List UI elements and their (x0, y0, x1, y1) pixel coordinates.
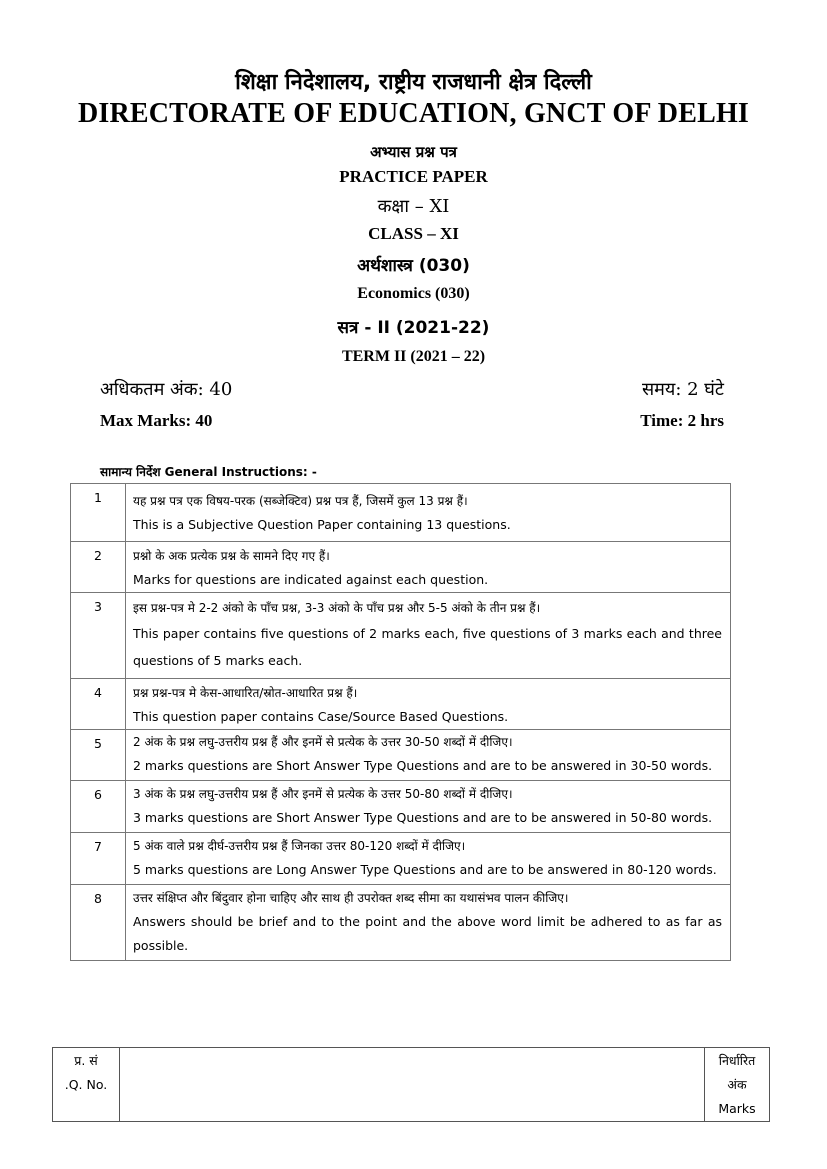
instruction-english: This question paper contains Case/Source Based Questions. (133, 709, 509, 724)
time-english: Time: 2 hrs (640, 411, 724, 430)
marks-hindi-line2: अंक (727, 1077, 747, 1092)
instruction-number: 5 (71, 730, 126, 781)
instruction-number: 4 (71, 679, 126, 730)
instruction-number: 7 (71, 833, 126, 885)
instruction-number: 1 (71, 484, 126, 542)
table-row (71, 484, 731, 542)
marks-header (705, 1048, 770, 1122)
paper-title-hindi: अभ्यास प्रश्न पत्र (370, 143, 457, 161)
instruction-english: 3 marks questions are Short Answer Type Questions and are to be answered in 50-80 words. (133, 810, 713, 825)
question-column (120, 1048, 705, 1122)
instruction-text (126, 833, 731, 885)
instruction-hindi: 2 अंक के प्रश्न लघु-उत्तरीय प्रश्न हैं और इनमें से प्रत्येक के उत्तर 30-50 शब्दों में दीजिए। (133, 735, 513, 749)
max-marks-english: Max Marks: 40 (100, 411, 213, 430)
instruction-english: This is a Subjective Question Paper containing 13 questions. (133, 517, 511, 532)
instruction-english: This paper contains five questions of 2 marks each, five questions of 3 marks each and three questions of 5 marks each. (133, 626, 722, 668)
class-hindi: कक्षा – XI (377, 196, 450, 217)
term-english: TERM II (2021 – 22) (341, 348, 486, 365)
time-hindi: समय: 2 घंटे (641, 379, 724, 400)
instruction-hindi: उत्तर संक्षिप्त और बिंदुवार होना चाहिए और साथ ही उपरोक्त शब्द सीमा का यथासंभव पालन कीजिए। (133, 891, 569, 905)
table-row (71, 885, 731, 961)
instruction-english: 2 marks questions are Short Answer Type Questions and are to be answered in 30-50 words. (133, 758, 713, 773)
instruction-hindi: 5 अंक वाले प्रश्न दीर्घ-उत्तरीय प्रश्न हैं जिनका उत्तर 80-120 शब्दों में दीजिए। (133, 839, 466, 853)
max-marks-hindi: अधिकतम अंक: 40 (100, 379, 233, 400)
instruction-number: 2 (71, 542, 126, 593)
instructions-table (70, 483, 731, 961)
paper-title-english: PRACTICE PAPER (339, 167, 488, 186)
instruction-text (126, 542, 731, 593)
term-hindi: सत्र - II (2021-22) (337, 318, 490, 338)
subject-hindi: अर्थशास्त्र (030) (357, 256, 470, 276)
instruction-hindi: इस प्रश्न-पत्र मे 2-2 अंको के पाँच प्रश्न, 3-3 अंको के पाँच प्रश्न और 5-5 अंको के तीन प्रश्न हैं। (133, 601, 541, 615)
qno-header (53, 1048, 120, 1122)
instruction-text (126, 484, 731, 542)
general-instructions-label: सामान्य निर्देश General Instructions: - (100, 465, 317, 479)
instruction-english: Answers should be brief and to the point and the above word limit be adhered to as far as possible. (133, 914, 722, 953)
table-row (71, 542, 731, 593)
instruction-number: 8 (71, 885, 126, 961)
subject-english: Economics (030) (357, 285, 470, 302)
table-row (71, 593, 731, 679)
instruction-hindi: प्रश्न प्रश्न-पत्र मे केस-आधारित/स्रोत-आधारित प्रश्न हैं। (133, 686, 358, 700)
instruction-number: 6 (71, 781, 126, 833)
instruction-text (126, 679, 731, 730)
hindi-title: शिक्षा निदेशालय, राष्ट्रीय राजधानी क्षेत्र दिल्ली (235, 70, 592, 95)
instruction-text (126, 730, 731, 781)
marks-hindi-line1: निर्धारित (718, 1053, 756, 1068)
table-row (53, 1048, 770, 1122)
instruction-hindi: यह प्रश्न पत्र एक विषय-परक (सब्जेक्टिव) प्रश्न पत्र हैं, जिसमें कुल 13 प्रश्न हैं। (133, 494, 468, 508)
class-english: CLASS – XI (368, 224, 459, 243)
instruction-english: 5 marks questions are Long Answer Type Questions and are to be answered in 80-120 words. (133, 862, 717, 877)
qno-hindi: प्र. सं (74, 1053, 98, 1068)
instruction-number: 3 (71, 593, 126, 679)
question-header-table (52, 1047, 770, 1122)
marks-english: Marks (718, 1101, 756, 1116)
table-row (71, 833, 731, 885)
instruction-english: Marks for questions are indicated against each question. (133, 572, 489, 587)
instruction-hindi: प्रश्नो के अक प्रत्येक प्रश्न के सामने दिए गए हैं। (133, 549, 330, 563)
table-row (71, 730, 731, 781)
table-row (71, 781, 731, 833)
instruction-text (126, 593, 731, 679)
qno-english: .Q. No. (64, 1077, 108, 1092)
instruction-text (126, 885, 731, 961)
english-title: DIRECTORATE OF EDUCATION, GNCT OF DELHI (77, 98, 750, 129)
instruction-text (126, 781, 731, 833)
table-row (71, 679, 731, 730)
instruction-hindi: 3 अंक के प्रश्न लघु-उत्तरीय प्रश्न हैं और इनमें से प्रत्येक के उत्तर 50-80 शब्दों में दीजिए। (133, 787, 513, 801)
